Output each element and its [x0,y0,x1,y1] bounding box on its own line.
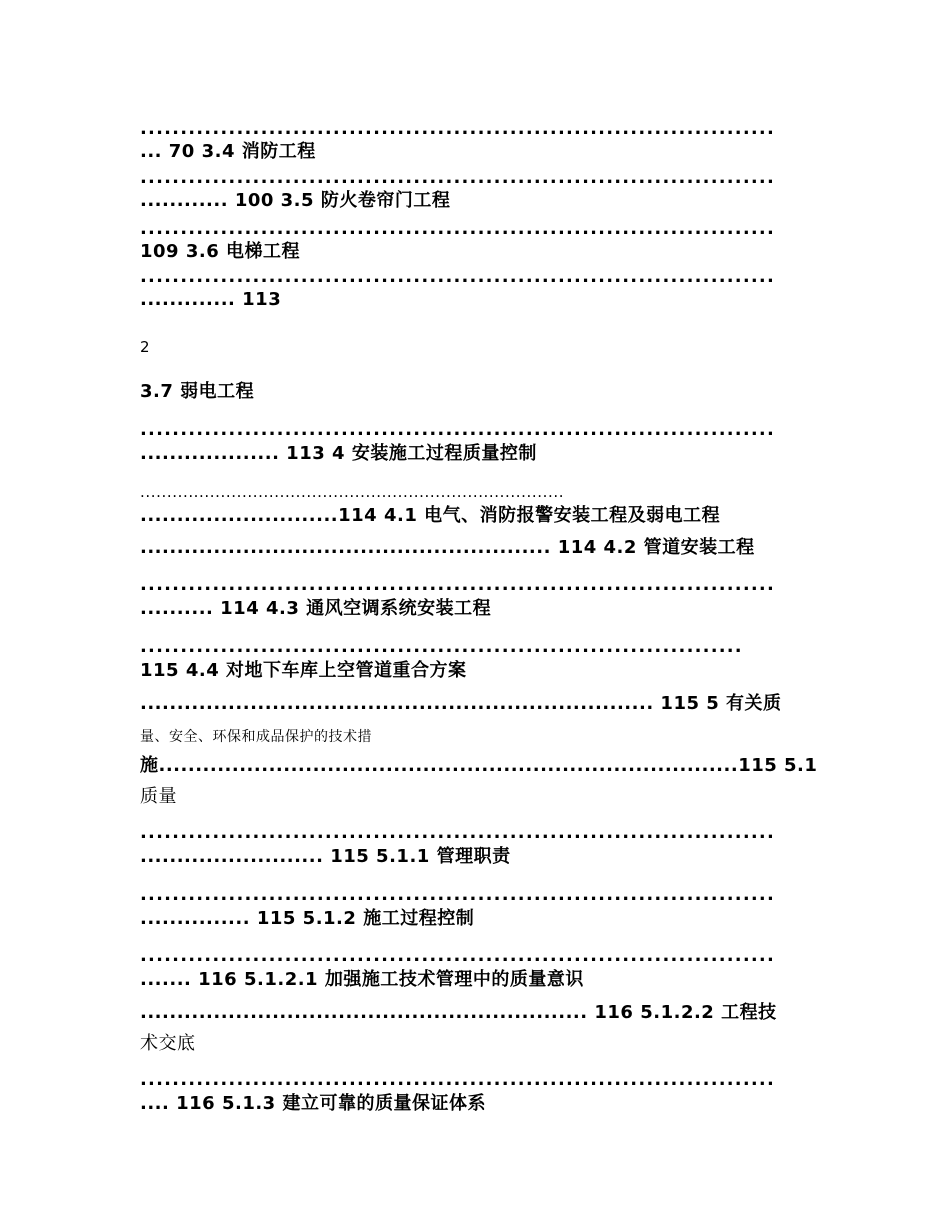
toc-line: 术交底 [140,1033,196,1054]
toc-line: ...................................................................... 115 5 有关质 [140,693,782,714]
toc-line: ............ 100 3.5 防火卷帘门工程 [140,190,451,211]
page-number: 2 [140,338,151,356]
toc-line: ............................................................................... [140,822,775,843]
toc-line: 109 3.6 电梯工程 [140,241,300,262]
toc-line: ............................................................. 116 5.1.2.2 工程技 [140,1002,777,1023]
toc-line: ............................................................................... [140,884,775,905]
toc-line: ............................................................................... [140,483,565,501]
toc-line: ............................................................................... [140,266,775,287]
toc-line: ............................................................................... [140,167,775,188]
toc-line: ............................................................................... [140,1069,775,1090]
toc-line: ............................................................................... [140,419,775,440]
toc-line: 115 4.4 对地下车库上空管道重合方案 [140,660,467,681]
toc-line: .......... 114 4.3 通风空调系统安装工程 [140,598,492,619]
toc-line: ............... 115 5.1.2 施工过程控制 [140,908,475,929]
toc-line: ............................................................................... [140,574,775,595]
toc-line: ........................................................ 114 4.2 管道安装工程 [140,537,755,558]
toc-line: ............................................................................... [140,945,775,966]
toc-line: ............. 113 [140,289,282,310]
toc-line: ................... 113 4 安装施工过程质量控制 [140,443,537,464]
toc-line: 量、安全、环保和成品保护的技术措 [140,729,372,745]
toc-line: ...........................114 4.1 电气、消防报警安装工程及弱电工程 [140,505,721,526]
toc-line: 质量 [140,786,177,807]
toc-line: ............................................................................... [140,118,775,139]
toc-line: 施...............................................................................115 5.1 [140,755,818,776]
toc-line: ......................... 115 5.1.1 管理职责 [140,846,511,867]
toc-line: ........................................................................... [140,636,743,657]
toc-line: ............................................................................... [140,218,775,239]
toc-line: ....... 116 5.1.2.1 加强施工技术管理中的质量意识 [140,969,584,990]
toc-line: 3.7 弱电工程 [140,381,255,402]
toc-line: .... 116 5.1.3 建立可靠的质量保证体系 [140,1093,486,1114]
toc-line: ... 70 3.4 消防工程 [140,141,316,162]
